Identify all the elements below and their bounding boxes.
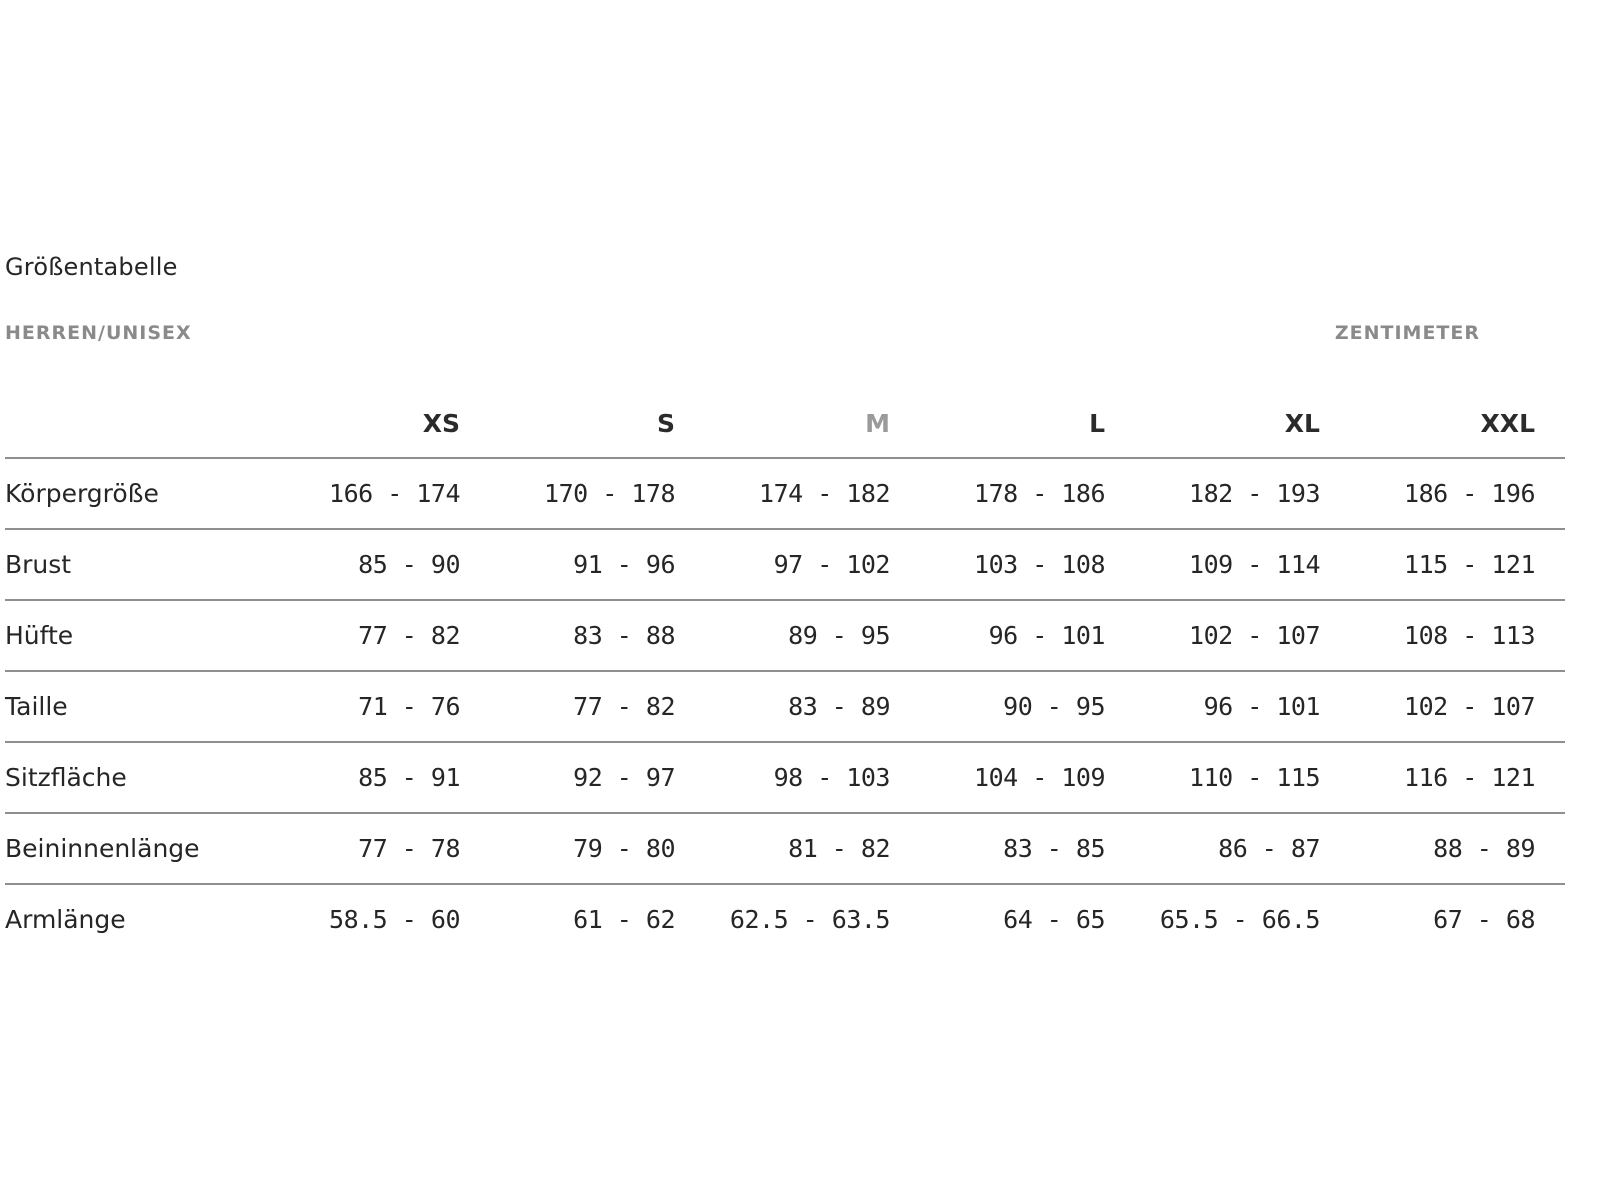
table-cell: 103 - 108 [974,550,1105,579]
size-header-row [5,390,1565,458]
table-cell: 97 - 102 [773,550,890,579]
row-label: Beininnenlänge [5,834,200,863]
table-cell: 98 - 103 [773,763,890,792]
size-header-xs: XS [422,409,460,438]
table-cell: 96 - 101 [1203,692,1320,721]
table-cell: 91 - 96 [573,550,675,579]
table-cell: 115 - 121 [1404,550,1535,579]
table-cell: 166 - 174 [329,479,460,508]
table-cell: 83 - 85 [1003,834,1105,863]
table-cell: 89 - 95 [788,621,890,650]
table-cell: 170 - 178 [544,479,675,508]
size-header-l: L [1089,409,1105,438]
table-cell: 79 - 80 [573,834,675,863]
size-table [5,390,1565,954]
row-label: Sitzfläche [5,763,127,792]
row-label: Hüfte [5,621,74,650]
size-chart-sheet [5,0,1565,1200]
table-row [5,813,1565,884]
row-label: Körpergröße [5,479,159,508]
table-cell: 178 - 186 [974,479,1105,508]
category-label: HERREN/UNISEX [5,322,192,344]
table-cell: 62.5 - 63.5 [729,905,890,934]
table-cell: 65.5 - 66.5 [1159,905,1320,934]
size-header-m: M [865,409,890,438]
table-cell: 116 - 121 [1404,763,1535,792]
table-cell: 77 - 82 [573,692,675,721]
table-cell: 77 - 78 [358,834,460,863]
table-cell: 83 - 89 [788,692,890,721]
unit-label: ZENTIMETER [1334,322,1480,344]
table-cell: 109 - 114 [1189,550,1320,579]
table-cell: 86 - 87 [1218,834,1320,863]
table-cell: 67 - 68 [1433,905,1535,934]
table-cell: 102 - 107 [1404,692,1535,721]
table-cell: 174 - 182 [759,479,890,508]
size-header-s: S [656,409,675,438]
table-row [5,742,1565,813]
table-cell: 88 - 89 [1433,834,1535,863]
table-cell: 96 - 101 [988,621,1105,650]
table-cell: 186 - 196 [1404,479,1535,508]
size-header-xl: XL [1284,409,1320,438]
table-cell: 110 - 115 [1189,763,1320,792]
table-cell: 102 - 107 [1189,621,1320,650]
table-cell: 71 - 76 [358,692,460,721]
row-label: Armlänge [5,905,126,934]
header-corner [5,390,275,458]
table-cell: 182 - 193 [1189,479,1320,508]
table-cell: 83 - 88 [573,621,675,650]
table-cell: 92 - 97 [573,763,675,792]
size-header-xxl: XXL [1480,409,1535,438]
table-cell: 85 - 91 [358,763,460,792]
table-row [5,600,1565,671]
page-title: Größentabelle [5,253,178,281]
table-cell: 77 - 82 [358,621,460,650]
table-cell: 104 - 109 [974,763,1105,792]
table-cell: 81 - 82 [788,834,890,863]
table-row [5,529,1565,600]
table-row [5,671,1565,742]
table-cell: 64 - 65 [1003,905,1105,934]
table-row [5,884,1565,954]
table-cell: 61 - 62 [573,905,675,934]
table-cell: 108 - 113 [1404,621,1535,650]
row-label: Taille [5,692,68,721]
table-row [5,458,1565,529]
table-cell: 85 - 90 [358,550,460,579]
table-cell: 90 - 95 [1003,692,1105,721]
table-cell: 58.5 - 60 [329,905,460,934]
row-label: Brust [5,550,72,579]
